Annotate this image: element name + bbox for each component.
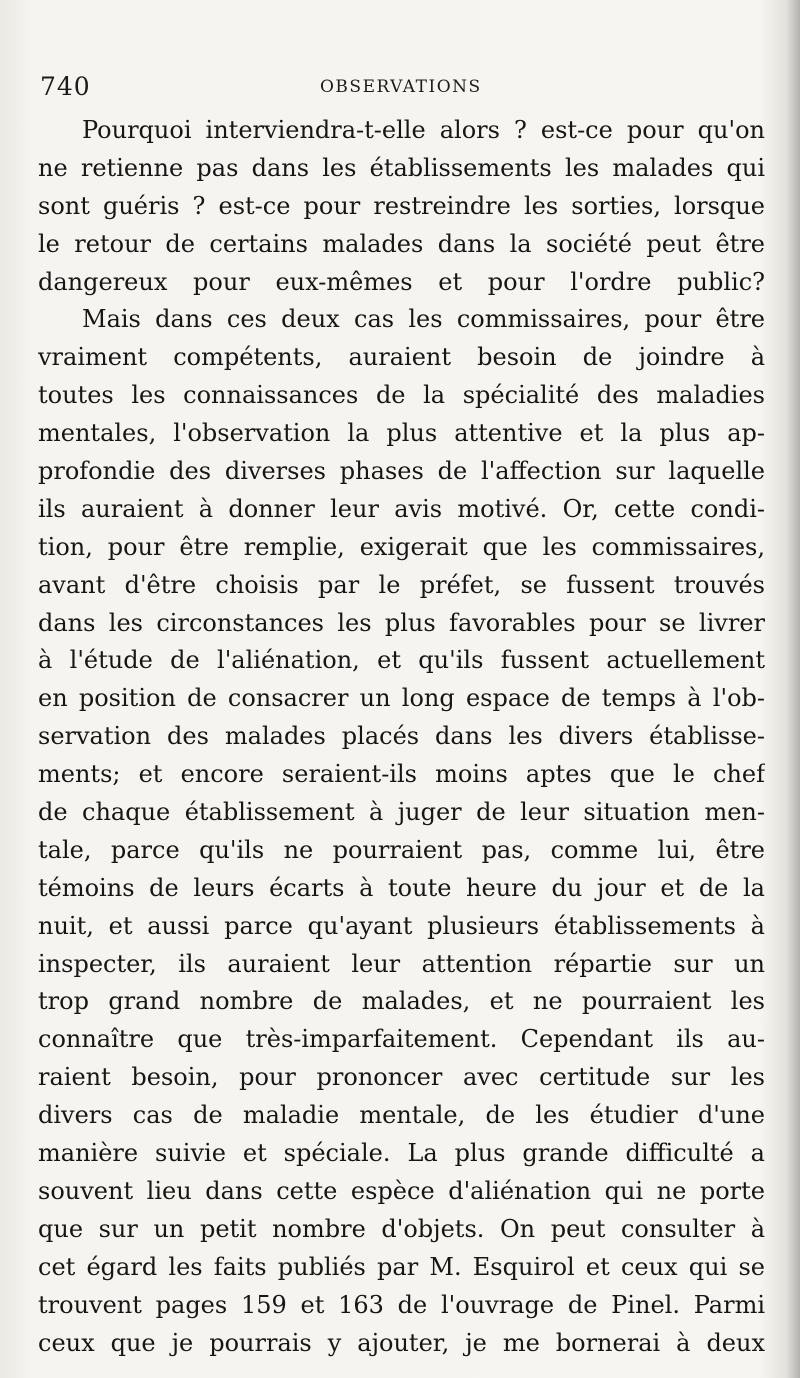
text-line: ments; et encore seraient-ils moins aptes que le chef (38, 760, 765, 789)
text-line: cet égard les faits publiés par M. Esquirol et ceux qui se (38, 1252, 765, 1281)
page-edge-shadow (786, 0, 800, 1378)
text-line: Pourquoi interviendra-t-elle alors ? est-ce pour qu'on (82, 116, 765, 144)
text-line: le retour de certains malades dans la société peut être (38, 229, 765, 258)
text-line: dans les circonstances les plus favorables pour se livrer (38, 608, 765, 637)
text-line: nuit, et aussi parce qu'ayant plusieurs établissements à (38, 911, 765, 940)
text-line: inspecter, ils auraient leur attention répartie sur un (38, 949, 765, 978)
text-line: sont guéris ? est-ce pour restreindre les sorties, lorsque (38, 191, 765, 220)
text-line: à l'étude de l'aliénation, et qu'ils fussent actuellement (38, 646, 765, 675)
text-line: dangereux pour eux-mêmes et pour l'ordre public? (38, 267, 765, 296)
text-line: toutes les connaissances de la spécialité des maladies (38, 381, 765, 410)
text-line: trouvent pages 159 et 163 de l'ouvrage de Pinel. Parmi (38, 1290, 765, 1319)
text-line: mentales, l'observation la plus attentive et la plus ap- (38, 419, 765, 448)
text-line: vraiment compétents, auraient besoin de joindre à (38, 343, 765, 372)
text-line: ne retienne pas dans les établissements les malades qui (38, 153, 765, 182)
text-line: manière suivie et spéciale. La plus grande difficulté a (38, 1139, 765, 1168)
text-line: témoins de leurs écarts à toute heure du jour et de la (38, 873, 765, 902)
text-line: ils auraient à donner leur avis motivé. Or, cette condi- (38, 494, 765, 523)
text-line: Mais dans ces deux cas les commissaires, pour être (82, 305, 765, 334)
text-line: servation des malades placés dans les divers établisse- (38, 722, 765, 751)
text-line: souvent lieu dans cette espèce d'aliénation qui ne porte (38, 1176, 765, 1205)
text-line: profondie des diverses phases de l'affection sur laquelle (38, 457, 765, 486)
body-text (38, 112, 765, 1362)
text-line: trop grand nombre de malades, et ne pourraient les (38, 987, 765, 1016)
page-number: 740 (40, 72, 91, 101)
text-line: raient besoin, pour prononcer avec certitude sur les (38, 1063, 765, 1092)
text-line: de chaque établissement à juger de leur situation men- (38, 798, 765, 827)
text-line: tion, pour être remplie, exigerait que les commissaires, (38, 532, 765, 561)
text-line: tale, parce qu'ils ne pourraient pas, comme lui, être (38, 835, 765, 864)
running-head: OBSERVATIONS (320, 77, 482, 97)
text-line: connaître que très-imparfaitement. Cependant ils au- (38, 1025, 765, 1054)
text-line: en position de consacrer un long espace de temps à l'ob- (38, 684, 765, 713)
text-line: avant d'être choisis par le préfet, se fussent trouvés (38, 570, 765, 599)
text-line: ceux que je pourrais y ajouter, je me bornerai à deux (38, 1328, 765, 1357)
text-line: divers cas de maladie mentale, de les étudier d'une (38, 1101, 765, 1130)
text-line: que sur un petit nombre d'objets. On peut consulter à (38, 1214, 765, 1243)
page-header (40, 70, 765, 106)
